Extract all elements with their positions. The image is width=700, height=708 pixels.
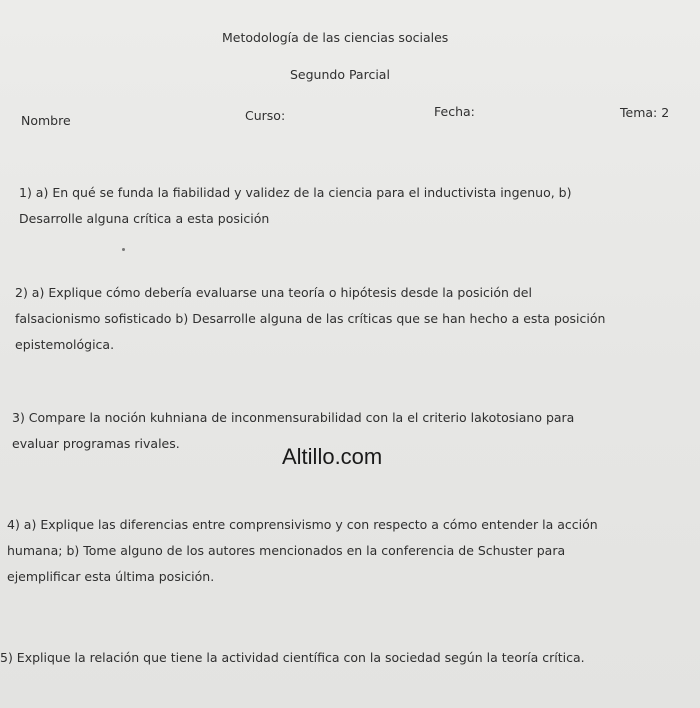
question-line: 1) a) En qué se funda la fiabilidad y validez de la ciencia para el inductivista ingenuo, b)	[19, 185, 572, 200]
question-line: 2) a) Explique cómo debería evaluarse una teoría o hipótesis desde la posición del	[15, 285, 532, 300]
question-line: 5) Explique la relación que tiene la actividad científica con la sociedad según la teoría crítica.	[0, 650, 585, 665]
paper-speck	[122, 248, 125, 251]
question-4	[7, 512, 598, 590]
name-label: Nombre	[21, 113, 71, 128]
question-line: falsacionismo sofisticado b) Desarrolle alguna de las críticas que se han hecho a esta posición	[15, 311, 606, 326]
question-line: 4) a) Explique las diferencias entre comprensivismo y con respecto a cómo entender la acción	[7, 517, 598, 532]
question-line: 3) Compare la noción kuhniana de inconmensurabilidad con la el criterio lakotosiano para	[12, 410, 575, 425]
question-line: Desarrolle alguna crítica a esta posición	[19, 211, 270, 226]
question-line: ejemplificar esta última posición.	[7, 569, 215, 584]
watermark: Altillo.com	[282, 444, 383, 469]
exam-title: Segundo Parcial	[290, 67, 390, 82]
question-5	[0, 645, 585, 671]
question-line: epistemológica.	[15, 337, 115, 352]
tema-label: Tema: 2	[620, 105, 670, 120]
question-2	[15, 280, 605, 358]
curso-label: Curso:	[245, 108, 286, 123]
fecha-label: Fecha:	[434, 104, 475, 119]
question-line: humana; b) Tome alguno de los autores mencionados en la conferencia de Schuster para	[7, 543, 566, 558]
question-1	[19, 180, 571, 232]
question-line: evaluar programas rivales.	[12, 436, 180, 451]
course-title: Metodología de las ciencias sociales	[222, 30, 449, 45]
